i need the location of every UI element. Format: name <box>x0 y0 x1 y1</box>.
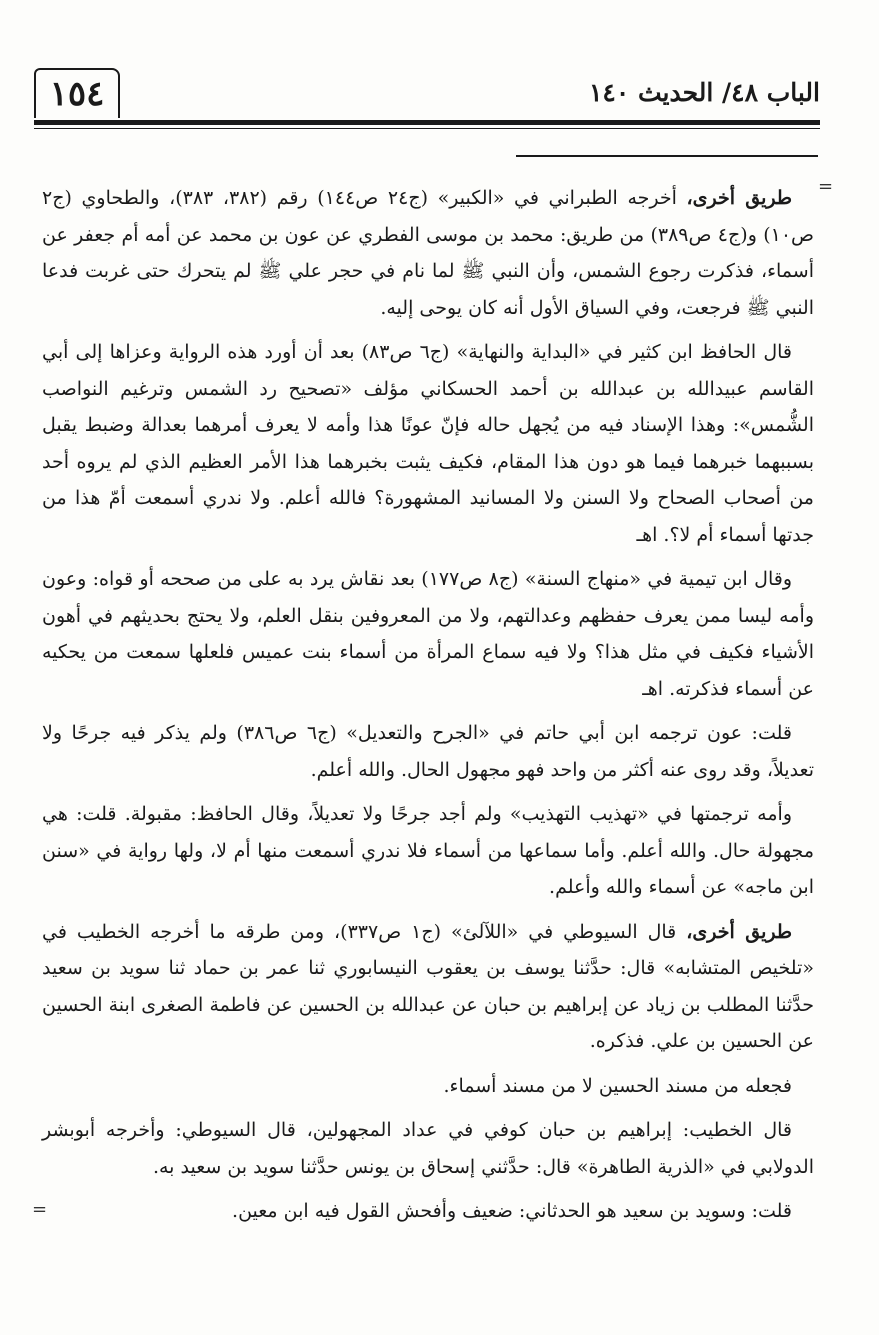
paragraph-5 <box>42 796 814 906</box>
paragraph-text: قال الخطيب: إبراهيم بن حبان كوفي في عداد المجهولين، قال السيوطي: وأخرجه أبوبشر الدولابي في «الذرية الطاهرة» قال: حدَّثني إسحاق بن يونس حدَّثنا سويد بن سعيد به. <box>42 1119 814 1178</box>
paragraph-lead: طريق أخرى، <box>686 187 793 209</box>
paragraph-text: قال السيوطي في «اللآلئ» (ج١ ص٣٣٧)، ومن طرقه ما أخرجه الخطيب في «تلخيص المتشابه» قال: حدَّثنا يوسف بن يعقوب النيسابوري ثنا عمر بن حماد ثنا سويد بن سعيد حدَّثنا المطلب بن زياد عن إبراهيم بن حبان عن عبدالله بن الحسين عن فاطمة الصغرى ابنة الحسين عن الحسين بن علي. فذكره. <box>42 920 814 1052</box>
paragraph-text: فجعله من مسند الحسين لا من مسند أسماء. <box>443 1074 792 1097</box>
paragraph-text: وقال ابن تيمية في «منهاج السنة» (ج٨ ص١٧٧) بعد نقاش يرد به على من صححه أو قواه: وعون وأمه ليسا ممن يعرف حفظهم وعدالتهم، ولا من المعروفين بنقل العلم، ولا يحتج بحديثهم في أهون الأشياء فكيف في مثل هذا؟ ولا فيه سماع المرأة من أسماء بنت عميس فلعلها سمعت من يحكيه عن أسماء فذكرته. اهـ <box>42 568 814 700</box>
paragraph-7 <box>42 1068 814 1105</box>
paragraph-1 <box>42 180 814 326</box>
paragraph-lead: طريق أخرى، <box>686 920 792 943</box>
page-header <box>34 68 820 128</box>
chapter-title: الباب ٤٨/ الحديث ١٤٠ <box>589 78 820 107</box>
paragraph-text: قلت: عون ترجمه ابن أبي حاتم في «الجرح والتعديل» (ج٦ ص٣٨٦) ولم يذكر فيه جرحًا ولا تعديلاً، وقد روى عنه أكثر من واحد فهو مجهول الحال. والله أعلم. <box>42 722 814 781</box>
paragraph-3 <box>42 561 814 707</box>
footnote-separator <box>516 155 818 157</box>
paragraph-4 <box>42 715 814 788</box>
header-rule-thick <box>34 120 820 125</box>
footnote-body <box>42 180 814 1238</box>
paragraph-text: أخرجه الطبراني في «الكبير» (ج٢٤ ص١٤٤) رقم (٣٨٢، ٣٨٣)، والطحاوي (ج٢ ص١٠) و(ج٤ ص٣٨٩) من طريق: محمد بن موسى الفطري عن عون بن محمد عن أمه أم جعفر عن أسماء، فذكرت رجوع الشمس، وأن النبي ﷺ لما نام في حجر علي ﷺ لم يتحرك حتى غربت فدعا النبي ﷺ فرجعت، وفي السياق الأول أنه كان يوحى إليه. <box>42 187 815 319</box>
header-rule-thin <box>34 128 820 129</box>
page-number: ١٥٤ <box>34 68 120 118</box>
paragraph-text: وأمه ترجمتها في «تهذيب التهذيب» ولم أجد جرحًا ولا تعديلاً، وقال الحافظ: مقبولة. قلت: هي مجهولة حال. والله أعلم. وأما سماعها من أسماء فلا ندري أسمعت منها أم لا، ولها رواية في «سنن ابن ماجه» عن أسماء والله وأعلم. <box>42 803 814 898</box>
paragraph-text: قال الحافظ ابن كثير في «البداية والنهاية» (ج٦ ص٨٣) بعد أن أورد هذه الرواية وعزاها إلى أبي القاسم عبيدالله بن عبدالله بن أحمد الحسكاني مؤلف «تصحيح رد الشمس وترغيم النواصب الشُّمس»: وهذا الإسناد فيه من يُجهل حاله فإنّ عونًا هذا وأمه لا يعرف أمرهما بعدالة وضبط يقبل بسببهما خبرهما فيما هو دون هذا المقام، فكيف يثبت بخبرهما هذا الأمر العظيم الذي لم يروه أحد من أصحاب الصحاح ولا السنن ولا المسانيد المشهورة؟ فالله أعلم. ولا ندري أسمعت أمّ هذا من جدتها أسماء أم لا؟. اهـ <box>42 341 814 546</box>
paragraph-9 <box>42 1193 814 1230</box>
paragraph-text: قلت: وسويد بن سعيد هو الحدثاني: ضعيف وأفحش القول فيه ابن معين. <box>232 1200 792 1222</box>
paragraph-8 <box>42 1112 814 1185</box>
continuation-mark-top: = <box>818 176 834 197</box>
continuation-mark-bottom: = <box>32 1199 48 1220</box>
paragraph-6 <box>42 914 814 1060</box>
paragraph-2 <box>42 334 814 553</box>
